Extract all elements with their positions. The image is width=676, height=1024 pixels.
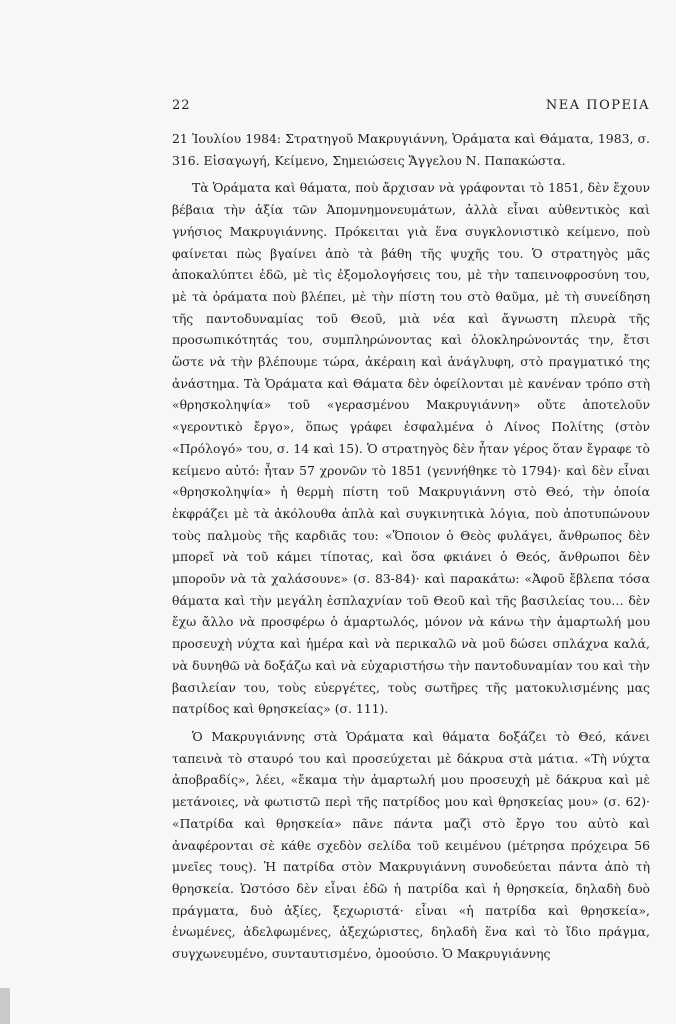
body-paragraph: Τὰ Ὁράματα καὶ θάματα, ποὺ ἄρχισαν νὰ γράφονται τὸ 1851, δὲν ἔχουν βέβαια τὴν ἀξία τῶν Ἀπομνημονευμάτων, ἀλλὰ εἶναι αὐθεντικὸς καὶ γνήσιος Μακρυγιάννης. Πρόκειται γιὰ ἕνα συγκλονιστικὸ κείμενο, ποὺ φαίνεται πὼς βγαίνει ἀπὸ τὰ βάθη τῆς ψυχῆς του. Ὁ στρατηγὸς μᾶς ἀποκαλύπτει ἐδῶ, μὲ τὶς ἐξομολογήσεις του, μὲ τὴν ταπεινοφροσύνη του, μὲ τὰ ὁράματα ποὺ βλέπει, μὲ τὴν πίστη του στὸ θαῦμα, μὲ τὴ συνείδηση τῆς παντοδυναμίας τοῦ Θεοῦ, μιὰ νέα καὶ ἄγνωστη πλευρὰ τῆς προσωπικότητάς του, συμπληρώνοντας καὶ ὁλοκληρώνοντάς την, ἔτσι ὥστε νὰ τὴν βλέπουμε τώρα, ἀκέραιη καὶ ἀνάγλυφη, στὸ πραγματικό της ἀνάστημα. Τὰ Ὁράματα καὶ Θάματα δὲν ὀφείλονται μὲ κανέναν τρόπο στὴ «θρησκοληψία» τοῦ «γερασμένου Μακρυγιάννη» οὔτε ἀποτελοῦν «γεροντικὸ ἔργο», ὅπως γράφει ἐσφαλμένα ὁ Λίνος Πολίτης (στὸν «Πρόλογό» του, σ. 14 καὶ 15). Ὁ στρατηγὸς δὲν ἦταν γέρος ὅταν ἔγραφε τὸ κείμενο αὐτό: ἦταν 57 χρονῶν τὸ 1851 (γεννήθηκε τὸ 1794)· καὶ δὲν εἶναι «θρησκοληψία» ἡ θερμὴ πίστη τοῦ Μακρυγιάννη στὸ Θεό, τὴν ὁποία ἐκφράζει μὲ τὰ ἀκόλουθα ἁπλὰ καὶ συγκινητικὰ λόγια, ποὺ ἀποτυπώνουν τοὺς παλμοὺς τῆς καρδιᾶς του: «Ὅποιον ὁ Θεὸς φυλάγει, ἄνθρωπος δὲν μπορεῖ νὰ τοῦ κάμει τίποτας, καὶ ὅσα φκιάνει ὁ Θεός, ἄνθρωποι δὲν μποροῦν νὰ τὰ χαλάσουνε» (σ. 83-84)· καὶ παρακάτω: «Ἀφοῦ ἔβλεπα τόσα θάματα καὶ τὴν μεγάλη ἐσπλαχνίαν τοῦ Θεοῦ καὶ τῆς βασιλείας του… δὲν ἔχω ἄλλο νὰ προσφέρω ὁ ἁμαρτωλός, μόνον νὰ κάνω τὴν ἁμαρτωλή μου προσευχὴ νύχτα καὶ ἡμέρα καὶ νὰ περικαλῶ νὰ μοῦ δώσει σπλάχνα καλά, νὰ δυνηθῶ νὰ δοξάζω καὶ νὰ εὐχαριστήσω τὴν παντοδυναμίαν του καὶ τὴν βασιλείαν του, τοὺς εὐεργέτες, τοὺς σωτῆρες τῆς ματοκυλισμένης μας πατρίδος καὶ θρησκείας» (σ. 111).: [172, 180, 650, 717]
body-text: [172, 128, 650, 965]
page-header: [172, 98, 650, 118]
citation-paragraph: 21 Ἰουλίου 1984: Στρατηγοῦ Μακρυγιάννη, Ὁράματα καὶ Θάματα, 1983, σ. 316. Εἰσαγωγή, Κείμενο, Σημειώσεις Ἄγγελου Ν. Παπακώστα.: [172, 131, 650, 168]
scan-edge-mark: [0, 988, 10, 1024]
body-paragraph: Ὁ Μακρυγιάννης στὰ Ὁράματα καὶ θάματα δοξάζει τὸ Θεό, κάνει ταπεινὰ τὸ σταυρό του καὶ προσεύχεται μὲ δάκρυα στὰ μάτια. «Τὴ νύχτα ἀποβραδίς», λέει, «ἔκαμα τὴν ἁμαρτωλή μου προσευχὴ μὲ δάκρυα καὶ μὲ μετάνοιες, νὰ φωτιστῶ περὶ τῆς πατρίδος μου καὶ θρησκείας μου» (σ. 62)· «Πατρίδα καὶ θρησκεία» πᾶνε πάντα μαζὶ στὸ ἔργο του αὐτὸ καὶ ἀναφέρονται σὲ κάθε σχεδὸν σελίδα τοῦ κειμένου (μέτρησα πρόχειρα 56 μνεῖες τους). Ἡ πατρίδα στὸν Μακρυγιάννη συνοδεύεται πάντα ἀπὸ τὴ θρησκεία. Ὡστόσο δὲν εἶναι ἐδῶ ἡ πατρίδα καὶ ἡ θρησκεία, δηλαδὴ δυὸ πράγματα, δυὸ ἀξίες, ξεχωριστά· εἶναι «ἡ πατρίδα καὶ θρησκεία», ἑνωμένες, ἀδελφωμένες, ἀξεχώριστες, δηλαδὴ ἕνα καὶ τὸ ἴδιο πράγμα, συγχωνευμένο, συνταυτισμένο, ὁμοούσιο. Ὁ Μακρυγιάννης: [172, 728, 650, 962]
running-head: ΝΕΑ ΠΟΡΕΙΑ: [545, 98, 650, 113]
page-number: 22: [172, 98, 191, 113]
